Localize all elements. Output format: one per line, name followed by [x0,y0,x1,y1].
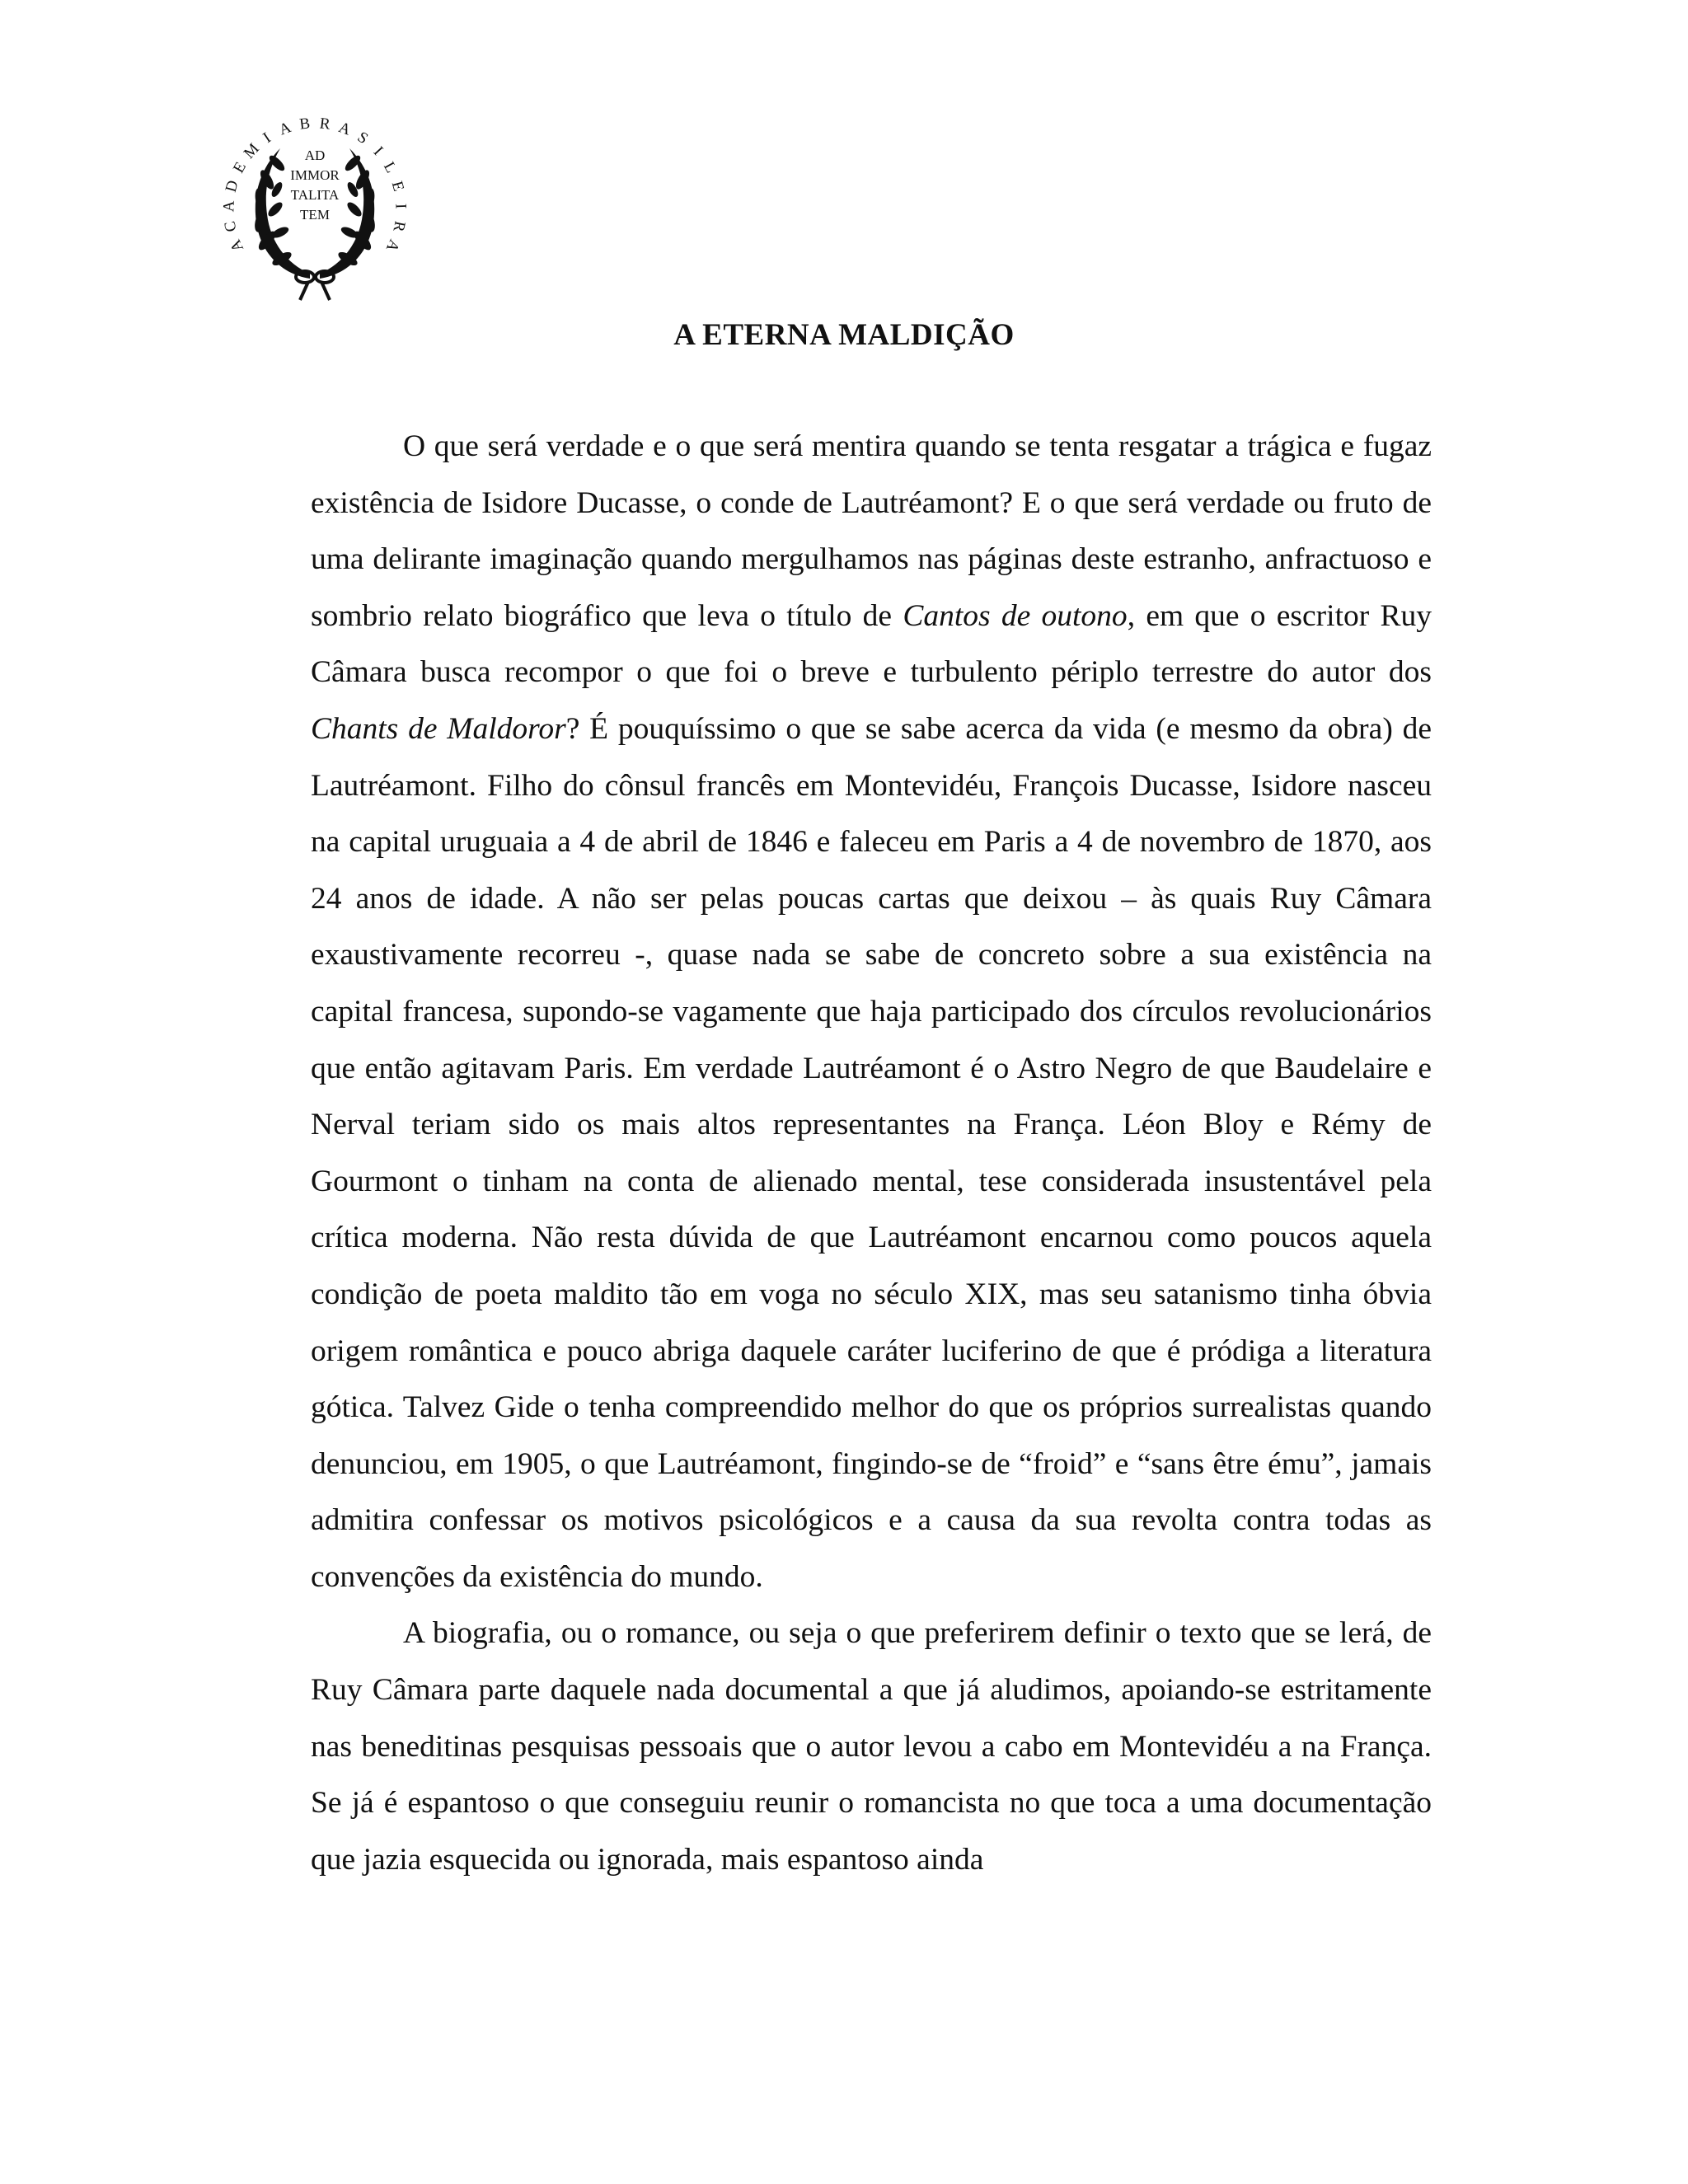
seal-ring-letter: C [221,219,241,234]
seal-ring-letter: A [227,237,248,255]
document-body [311,419,1432,1888]
paragraph-text: ? É pouquíssimo o que se sabe acerca da vida (e mesmo da obra) de Lautréamont. Filho do cônsul francês em Montevidéu, François Ducasse, Isidore nasceu na capital uruguaia a 4 de abril de 1846 e faleceu em Paris a 4 de novembro de 1870, aos 24 anos de idade. A não ser pelas poucas cartas que deixou – às quais Ruy Câmara exaustivamente recorreu -, quase nada se sabe de concreto sobre a sua existência na capital francesa, supondo-se vagamente que haja participado dos círculos revolucionários que então agitavam Paris. Em verdade Lautréamont é o Astro Negro de que Baudelaire e Nerval teriam sido os mais altos representantes na França. Léon Bloy e Rémy de Gourmont o tinham na conta de alienado mental, tese considerada insustentável pela crítica moderna. Não resta dúvida de que Lautréamont encarnou como poucos aquela condição de poeta maldito tão em voga no século XIX, mas seu satanismo tinha óbvia origem romântica e pouco abriga daquele caráter luciferino de que é pródiga a literatura gótica. Talvez Gide o tenha compreendido melhor do que os próprios surrealistas quando denunciou, em 1905, o que Lautréamont, fingindo-se de “froid” e “sans être ému”, jamais admitira confessar os motivos psicológicos e a causa da sua revolta contra todas as convenções da existência do mundo. [311,711,1432,1594]
italic-title-text: Cantos de outono [903,598,1128,633]
seal-ring-letter: I [392,203,409,209]
laurel-wreath-icon [221,117,409,305]
seal-ring-letter: E [230,159,251,176]
seal-motto-line-3: TALITA [290,187,340,203]
seal-ring-letter: M [240,140,263,162]
seal-ring-letter: I [369,143,387,159]
seal-ring-letter: I [260,129,274,147]
seal-ring-letter: E [387,179,407,194]
seal-ring-letter: A [276,119,293,139]
seal-ring-letter: S [354,128,372,148]
italic-title-text: Chants de Maldoror [311,711,566,746]
document-title: A ETERNA MALDIÇÃO [673,318,1015,352]
seal-motto-line-2: IMMOR [290,167,340,183]
paragraph-text: , em que o escritor Ruy Câmara busca recompor o que foi o breve e turbulento périplo terrestre do autor dos [311,598,1432,690]
paragraph-text: A biografia, ou o romance, ou seja o que preferirem definir o texto que se lerá, de Ruy Câmara parte daquele nada documental a que já aludimos, apoiando-se estritamente nas beneditinas pesquisas pessoais que o autor levou a cabo em Montevidéu a na França. Se já é espantoso o que conseguiu reunir o romancista no que toca a uma documentação que jazia esquecida ou ignorada, mais espantoso ainda [311,1616,1432,1877]
seal-ring-letter: A [336,119,354,139]
paragraph [311,1605,1432,1888]
paragraph [311,419,1432,1605]
paragraph-text: O que será verdade e o que será mentira quando se tenta resgatar a trágica e fugaz existência de Isidore Ducasse, o conde de Lautréamont? E o que será verdade ou fruto de uma delirante imaginação quando mergulhamos nas páginas deste estranho, anfractuoso e sombrio relato biográfico que leva o título de [311,429,1432,633]
seal-motto-line-1: AD [304,148,326,163]
seal-motto-line-4: TEM [300,207,330,223]
seal-ring-text [221,117,409,255]
seal-ring-letter: R [389,219,409,234]
seal-ring-letter: R [318,117,331,134]
seal-ring-letter: D [222,178,242,194]
seal-ring-letter: B [298,117,312,134]
academia-brasileira-seal [221,117,409,305]
seal-ring-letter: A [221,200,238,213]
seal-ring-letter: L [379,159,400,176]
seal-ring-letter: A [382,237,403,255]
